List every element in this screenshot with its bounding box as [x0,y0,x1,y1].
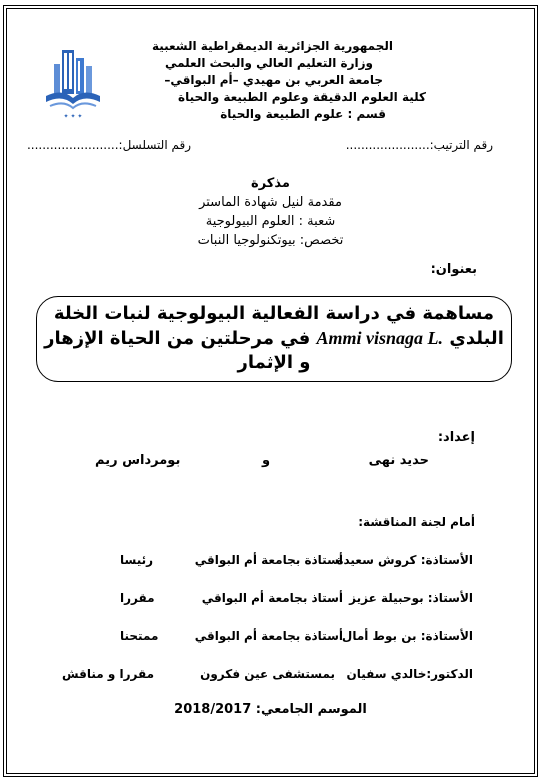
prepared-label: إعداد: [437,430,475,445]
jury-member-name: الدكتور:خالدي سفيان [346,667,473,681]
jury-member-name: الأستاذ: بوحبيلة عزيز [349,591,473,605]
title-part2: في مرحلتين من الحياة الإزهار و الإثمار [44,328,311,373]
jury-member-affiliation: أستاذة بجامعة أم البواقي [194,629,343,643]
university-logo [42,44,104,124]
memo-purpose: مقدمة لنيل شهادة الماستر [199,195,342,210]
title-part1: مساهمة في دراسة الفعالية البيولوجية لنبات الخلة البلدي [53,303,504,349]
title-label: بعنوان: [430,262,477,277]
svg-text:✦ ✦ ✦: ✦ ✦ ✦ [63,113,83,120]
author-conjunction: و [262,453,271,468]
header-line-republic: الجمهورية الجزائرية الديمقراطية الشعبية [151,39,393,53]
header-line-ministry: وزارة التعليم العالي والبحث العلمي [164,56,373,70]
thesis-title [36,302,512,375]
jury-label: أمام لجنة المناقشة: [358,515,475,529]
header-line-faculty: كلية العلوم الدقيقة وعلوم الطبيعة والحياة [177,90,426,104]
memo-specialty: تخصص: بيوتكنولوجيا النبات [197,233,344,248]
jury-member-affiliation: بمستشفى عين فكرون [200,667,335,681]
header-line-department: قسم : علوم الطبيعة والحياة [220,107,386,121]
jury-member-affiliation: أستاذ بجامعة أم البواقي [201,591,343,605]
academic-year: الموسم الجامعي: 2018/2017 [174,702,367,717]
jury-member-role: ممتحنا [120,629,159,643]
jury-member-role: مقررا [120,591,155,605]
jury-member-role: رئيسا [120,553,154,567]
author-1: حديد نهى [368,453,429,468]
jury-member-role: مقررا و مناقش [62,667,155,681]
memo-type: مذكرة [251,176,290,191]
jury-member-affiliation: أستاذة بجامعة أم البواقي [194,553,343,567]
author-2: بومرداس ريم [95,453,181,468]
memo-branch: شعبة : العلوم البيولوجية [205,214,336,229]
header-line-university: جامعة العربي بن مهيدي –أم البواقي– [164,73,383,87]
jury-member-name: الأستاذة: كروش سعيدة [336,553,473,567]
rank-number-field: رقم الترتيب:...................... [345,138,493,152]
title-species: Ammi visnaga L. [316,328,444,348]
jury-member-name: الأستاذة: بن بوط أمال [341,629,473,643]
serial-number-field: رقم التسلسل:........................ [26,138,191,152]
